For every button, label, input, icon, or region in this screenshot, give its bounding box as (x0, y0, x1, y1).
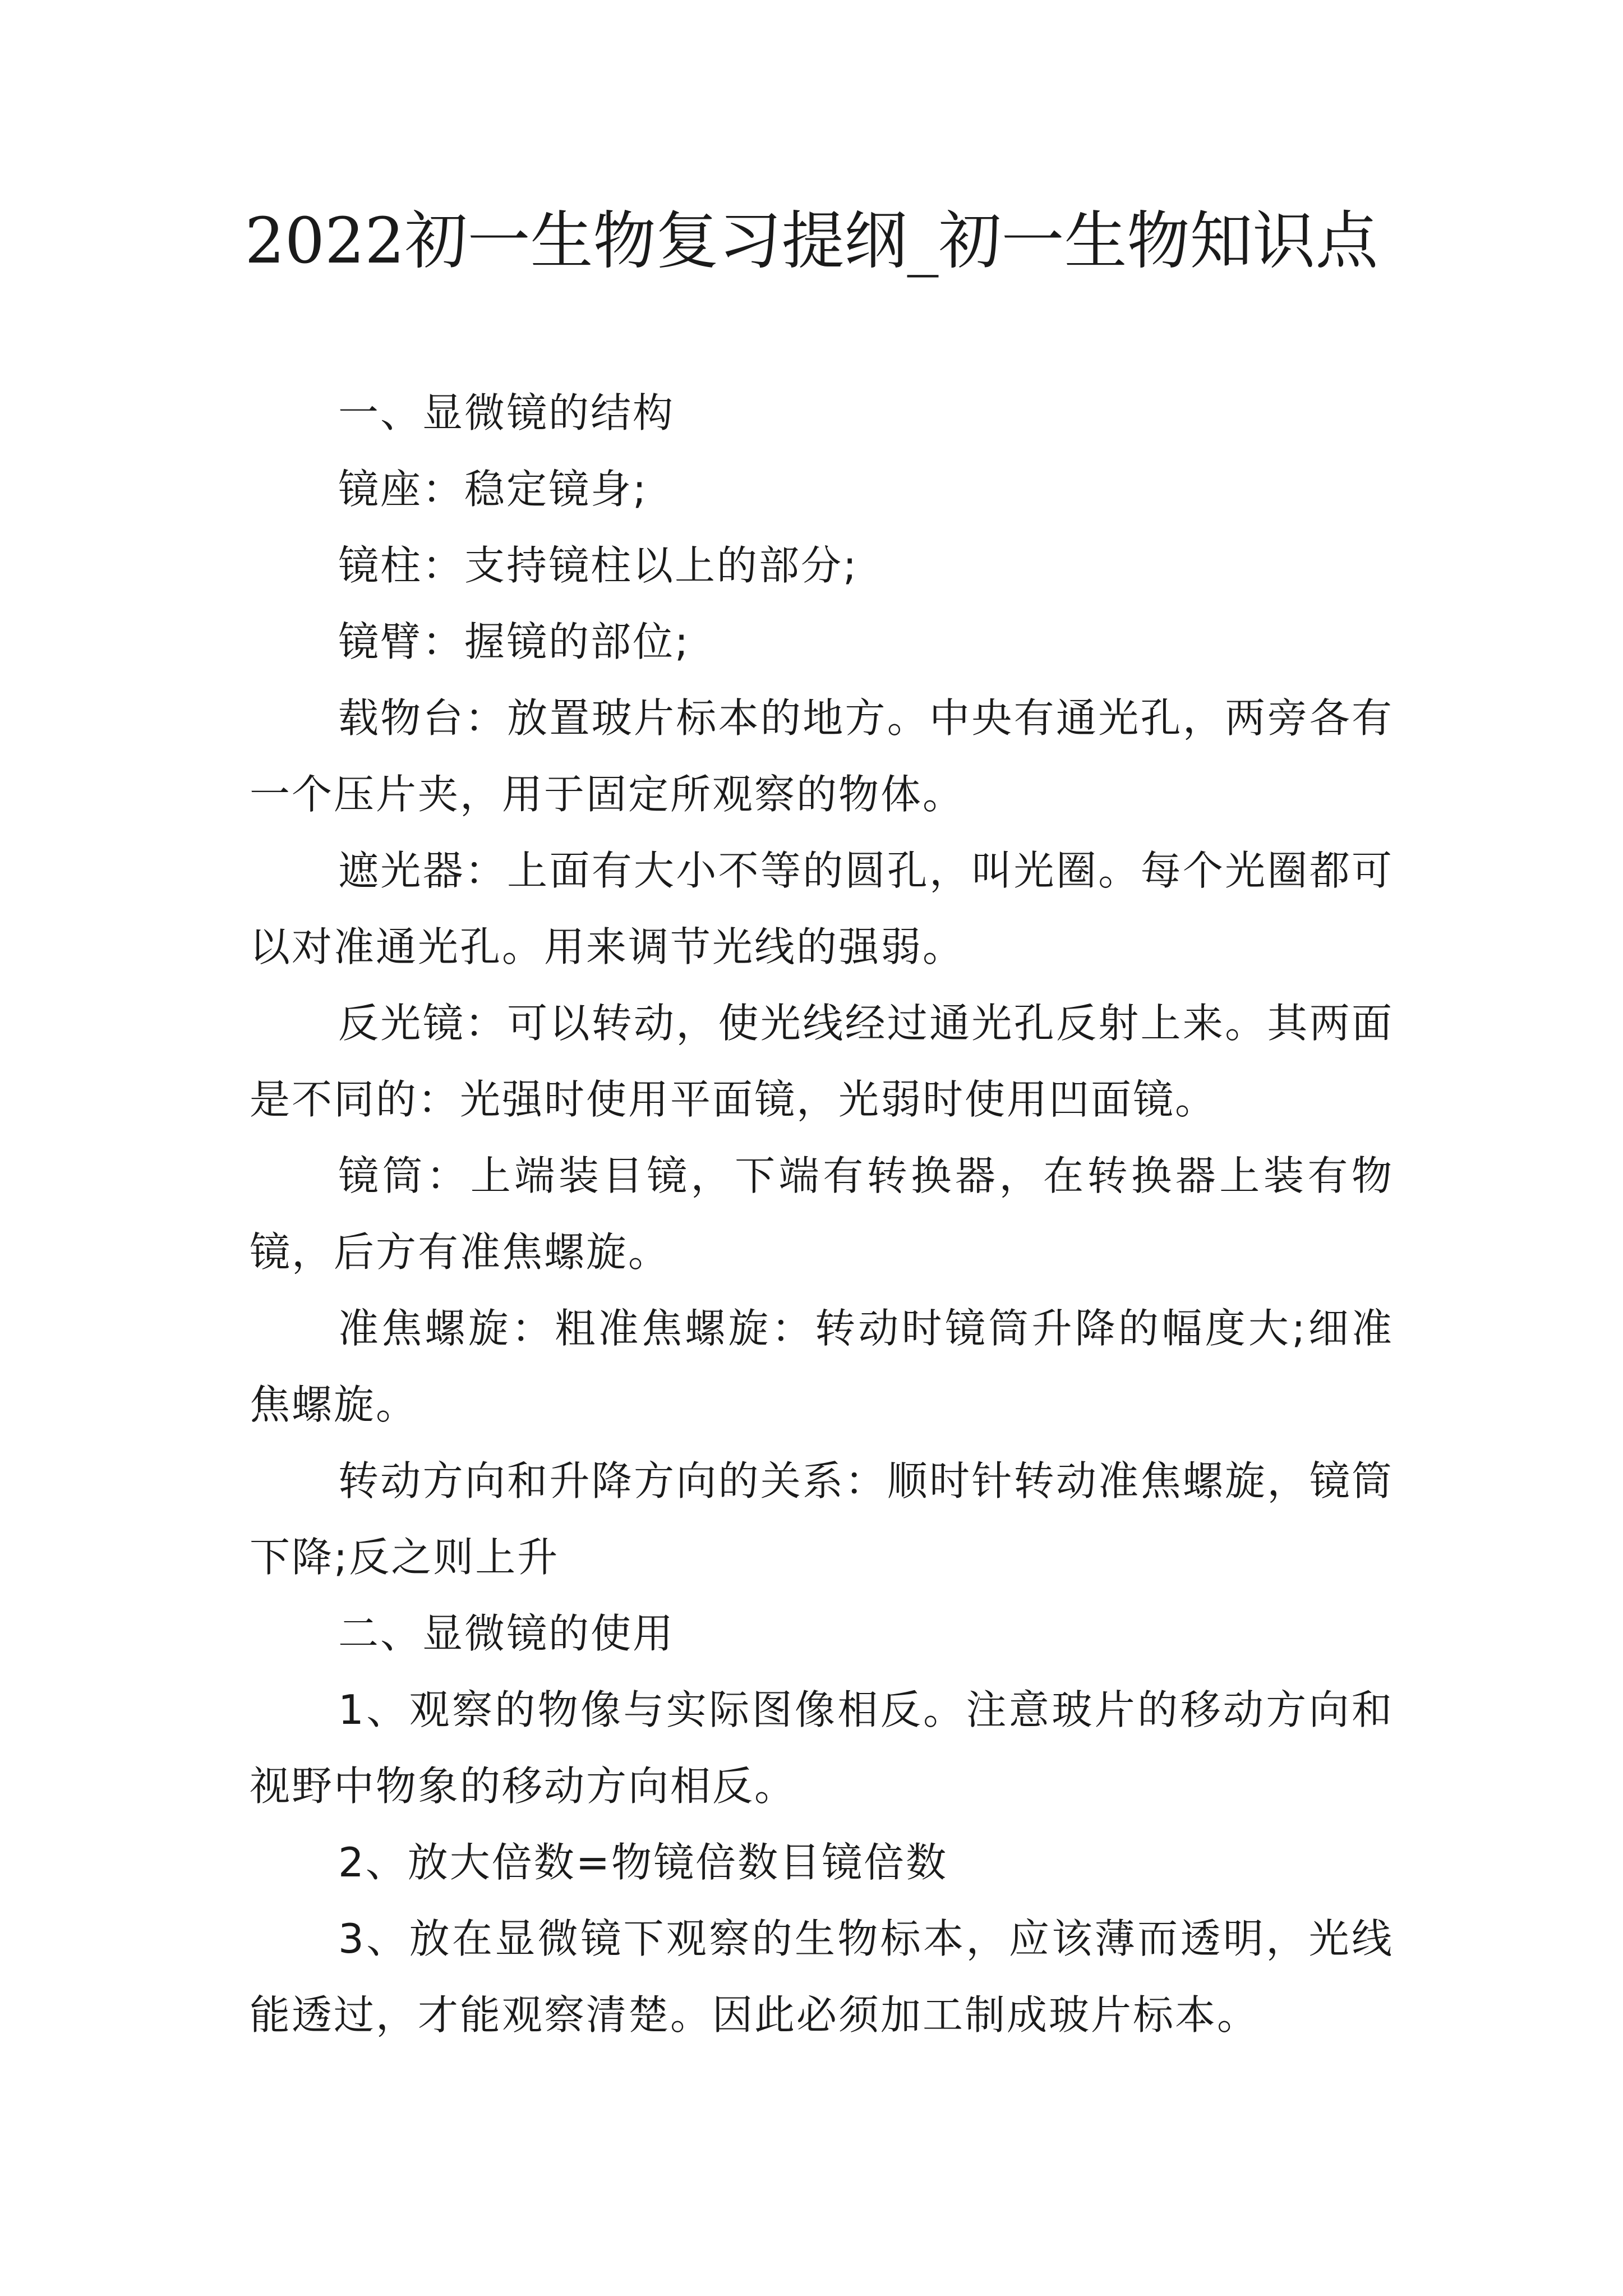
paragraph-usage-1: 1、观察的物像与实际图像相反。注意玻片的移动方向和视野中物象的移动方向相反。 (250, 1686, 1394, 1810)
paragraph-reflector: 反光镜：可以转动，使光线经过通光孔反射上来。其两面是不同的：光强时使用平面镜，光弱时使用凹面镜。 (250, 1000, 1394, 1123)
paragraph-mirror-base: 镜座：稳定镜身; (338, 466, 648, 513)
paragraph-rotation-direction: 转动方向和升降方向的关系：顺时针转动准焦螺旋，镜筒下降;反之则上升 (250, 1457, 1394, 1581)
paragraph-stage: 载物台：放置玻片标本的地方。中央有通光孔，两旁各有一个压片夹，用于固定所观察的物体。 (250, 694, 1394, 818)
paragraph-mirror-pillar: 镜柱：支持镜柱以上的部分; (338, 542, 859, 589)
paragraph-diaphragm: 遮光器：上面有大小不等的圆孔，叫光圈。每个光圈都可以对准通光孔。用来调节光线的强弱。 (250, 847, 1394, 970)
paragraph-focus-knob: 准焦螺旋：粗准焦螺旋：转动时镜筒升降的幅度大;细准焦螺旋。 (250, 1305, 1394, 1428)
section-heading-microscope-usage: 二、显微镜的使用 (338, 1610, 675, 1657)
document-title: 2022初一生物复习提纲_初一生物知识点 (245, 205, 1378, 278)
paragraph-usage-3: 3、放在显微镜下观察的生物标本，应该薄而透明，光线能透过，才能观察清楚。因此必须加工制成玻片标本。 (250, 1915, 1394, 2039)
section-heading-microscope-structure: 一、显微镜的结构 (338, 389, 675, 436)
paragraph-tube: 镜筒：上端装目镜，下端有转换器，在转换器上装有物镜，后方有准焦螺旋。 (250, 1152, 1394, 1276)
document-body (250, 375, 1394, 2053)
paragraph-mirror-arm: 镜臂：握镜的部位; (338, 618, 690, 665)
paragraph-usage-2: 2、放大倍数=物镜倍数目镜倍数 (338, 1839, 948, 1886)
